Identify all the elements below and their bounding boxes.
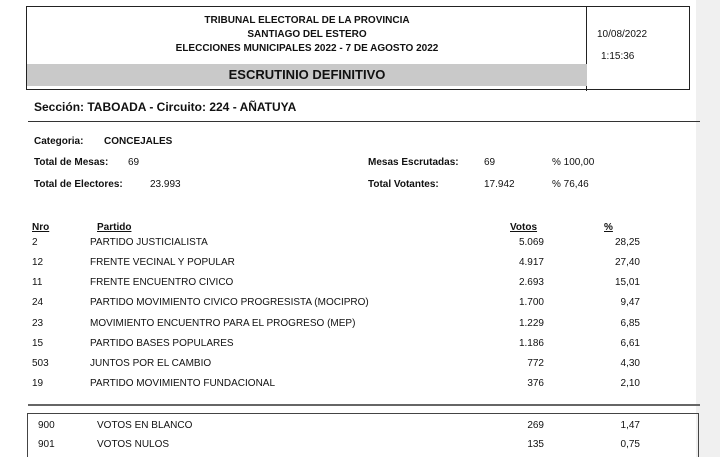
table-row: [0, 358, 720, 378]
cell-votos: 2.693: [518, 277, 544, 288]
cell-partido: PARTIDO MOVIMIENTO CIVICO PROGRESISTA (MOCIPRO): [90, 297, 369, 308]
report-time: 1:15:36: [601, 51, 635, 62]
table-row: [0, 277, 720, 297]
cell-partido: PARTIDO MOVIMIENTO FUNDACIONAL: [90, 378, 276, 389]
cell-pct: 9,47: [620, 297, 640, 308]
col-header-pct: %: [604, 222, 613, 233]
header-lines: [27, 14, 587, 56]
section-circuit-title: Sección: TABOADA - Circuito: 224 - AÑATUYA: [34, 100, 297, 114]
total-mesas-value: 69: [128, 157, 140, 168]
total-mesas-label: Total de Mesas:: [34, 157, 109, 168]
cell-partido: FRENTE ENCUENTRO CIVICO: [90, 277, 234, 288]
header-election: ELECCIONES MUNICIPALES 2022 - 7 DE AGOSTO 2022: [175, 43, 439, 54]
cell-partido: PARTIDO BASES POPULARES: [90, 338, 234, 349]
header-main-cell: [27, 7, 587, 91]
divider: [28, 404, 700, 406]
cell-votos: 269: [527, 420, 544, 431]
cell-votos: 772: [527, 358, 544, 369]
cell-nro: 900: [38, 420, 55, 431]
cell-pct: 1,47: [620, 420, 640, 431]
table-row: [0, 420, 720, 438]
report-date: 10/08/2022: [597, 29, 648, 40]
cell-pct: 15,01: [614, 277, 640, 288]
cell-pct: 2,10: [620, 378, 640, 389]
cell-votos: 376: [527, 378, 544, 389]
cell-nro: 19: [32, 378, 44, 389]
header-tribunal: TRIBUNAL ELECTORAL DE LA PROVINCIA: [204, 15, 410, 26]
report-title: ESCRUTINIO DEFINITIVO: [27, 64, 587, 86]
table-row: [0, 338, 720, 358]
cell-partido: PARTIDO JUSTICIALISTA: [90, 237, 208, 248]
table-row: [0, 439, 720, 457]
cell-partido: VOTOS NULOS: [97, 439, 170, 450]
total-electores-label: Total de Electores:: [34, 179, 123, 190]
mesas-escrutadas-value: 69: [484, 157, 496, 168]
cell-partido: FRENTE VECINAL Y POPULAR: [90, 257, 235, 268]
col-header-partido: Partido: [97, 222, 132, 233]
cell-nro: 12: [32, 257, 44, 268]
table-row: [0, 257, 720, 277]
cell-partido: JUNTOS POR EL CAMBIO: [90, 358, 212, 369]
cell-votos: 5.069: [518, 237, 544, 248]
cell-nro: 11: [32, 277, 43, 288]
col-header-votos: Votos: [510, 222, 538, 233]
cell-votos: 4.917: [518, 257, 544, 268]
table-row: [0, 237, 720, 257]
table-row: [0, 378, 720, 398]
total-electores-value: 23.993: [150, 179, 181, 190]
cell-nro: 2: [32, 237, 38, 248]
cell-votos: 1.186: [518, 338, 544, 349]
col-header-nro: Nro: [32, 222, 50, 233]
categoria-value: CONCEJALES: [104, 136, 173, 147]
cell-nro: 503: [32, 358, 49, 369]
cell-pct: 6,61: [620, 338, 640, 349]
mesas-escrutadas-label: Mesas Escrutadas:: [368, 157, 459, 168]
table-row: [0, 318, 720, 338]
cell-nro: 15: [32, 338, 44, 349]
cell-votos: 135: [527, 439, 544, 450]
cell-pct: 0,75: [620, 439, 640, 450]
cell-pct: 28,25: [614, 237, 640, 248]
cell-nro: 23: [32, 318, 44, 329]
cell-nro: 901: [38, 439, 55, 450]
mesas-escrutadas-pct: % 100,00: [552, 157, 595, 168]
header-province: SANTIAGO DEL ESTERO: [247, 29, 367, 40]
report-header: [26, 6, 690, 90]
table-row: [0, 297, 720, 317]
cell-pct: 4,30: [620, 358, 640, 369]
cell-partido: VOTOS EN BLANCO: [97, 420, 193, 431]
cell-votos: 1.700: [518, 297, 544, 308]
total-votantes-pct: % 76,46: [552, 179, 589, 190]
cell-pct: 6,85: [620, 318, 640, 329]
cell-nro: 24: [32, 297, 44, 308]
cell-pct: 27,40: [614, 257, 640, 268]
cell-votos: 1.229: [518, 318, 544, 329]
categoria-label: Categoria:: [34, 136, 84, 147]
total-votantes-label: Total Votantes:: [368, 179, 439, 190]
cell-partido: MOVIMIENTO ENCUENTRO PARA EL PROGRESO (MEP): [90, 318, 356, 329]
total-votantes-value: 17.942: [484, 179, 515, 190]
divider: [28, 121, 700, 122]
